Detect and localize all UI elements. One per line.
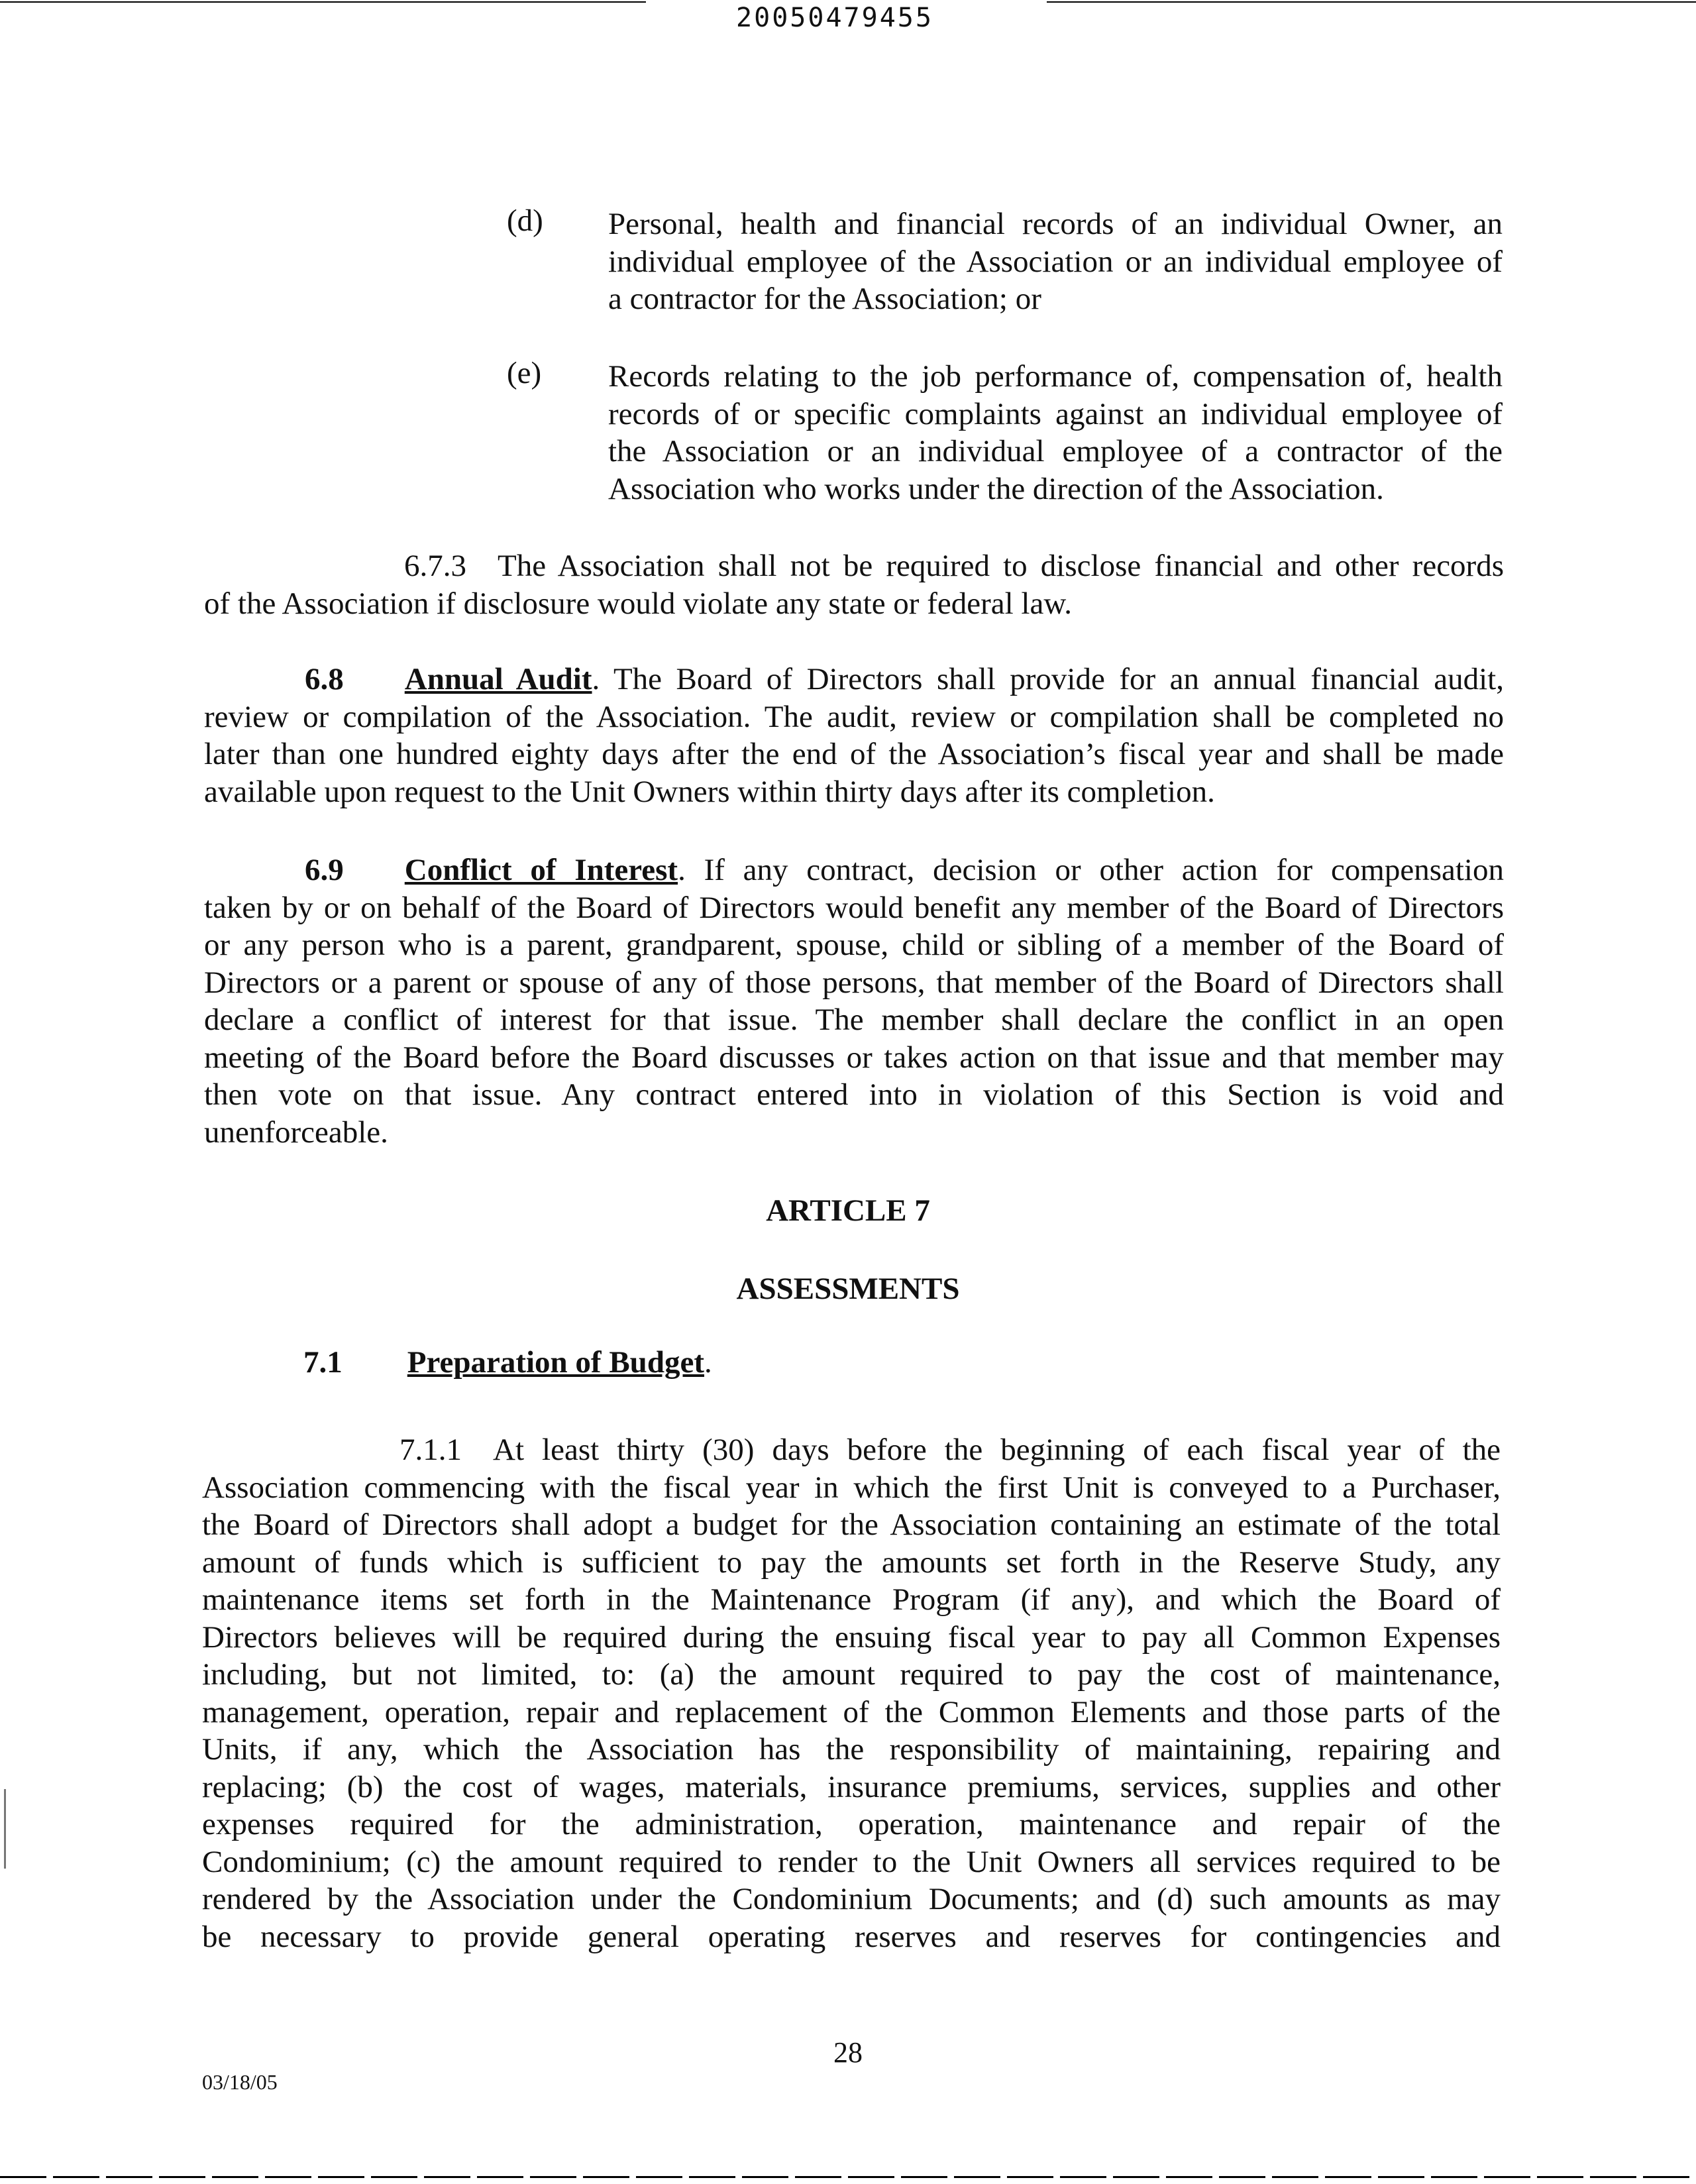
- item-e-line-1: Records relating to the job performance of, compensation of, health: [608, 359, 1503, 394]
- footer-date: 03/18/05: [202, 2070, 278, 2094]
- section-7-1-1-line-12: Condominium; (c) the amount required to render to the Unit Owners all services required to be: [202, 1844, 1501, 1879]
- section-6-8-first-rest: . The Board of Directors shall provide for an annual financial audit,: [592, 662, 1504, 696]
- item-e-line-2: records of or specific complaints against an individual employee of: [608, 396, 1503, 431]
- scan-edge-mark: [4, 1789, 6, 1869]
- article-number: ARTICLE 7: [766, 1193, 930, 1228]
- page-number: 28: [833, 2036, 863, 2069]
- section-6-8-line-last: available upon request to the Unit Owners within thirty days after its completion.: [204, 774, 1215, 809]
- section-6-7-3-line-1: 6.7.3 The Association shall not be required to disclose financial and other records: [404, 549, 1504, 583]
- section-6-8-line-3: later than one hundred eighty days after the end of the Association’s fiscal year and shall be made: [204, 737, 1504, 771]
- section-6-8-number: 6.8: [305, 662, 344, 696]
- section-6-9-line-2: taken by or on behalf of the Board of Directors would benefit any member of the Board of Directors: [204, 890, 1504, 925]
- section-7-1-1-line-1: 7.1.1 At least thirty (30) days before the beginning of each fiscal year of the: [399, 1433, 1501, 1467]
- section-7-1-heading: [303, 1344, 1098, 1382]
- section-6-9-line-5: declare a conflict of interest for that issue. The member shall declare the conflict in an open: [204, 1003, 1504, 1037]
- section-7-1-1-line-9: Units, if any, which the Association has the responsibility of maintaining, repairing and: [202, 1732, 1501, 1767]
- item-e-marker: (e): [507, 356, 542, 390]
- section-6-9-line-6: meeting of the Board before the Board discusses or takes action on that issue and that member may: [204, 1040, 1504, 1075]
- section-6-9-number: 6.9: [305, 853, 344, 887]
- section-7-1-1-line-8: management, operation, repair and replacement of the Common Elements and those parts of the: [202, 1694, 1501, 1729]
- section-6-8-line-1: [204, 661, 1504, 698]
- section-6-9-line-4: Directors or a parent or spouse of any of those persons, that member of the Board of Directors shall: [204, 965, 1504, 1000]
- top-rule-right: [1047, 1, 1696, 3]
- section-6-9-line-3: or any person who is a parent, grandparent, spouse, child or sibling of a member of the Board of: [204, 928, 1504, 962]
- section-7-1-punct: .: [704, 1345, 712, 1380]
- item-e-line-last: Association who works under the direction of the Association.: [608, 471, 1384, 506]
- section-6-9-line-7: then vote on that issue. Any contract entered into in violation of this Section is void and: [204, 1077, 1504, 1112]
- section-7-1-1-line-13: rendered by the Association under the Condominium Documents; and (d) such amounts as may: [202, 1882, 1501, 1916]
- section-6-7-3: [204, 547, 1504, 622]
- section-7-1-1-line-5: maintenance items set forth in the Maintenance Program (if any), and which the Board of: [202, 1582, 1501, 1617]
- item-d-line-last: a contractor for the Association; or: [608, 282, 1041, 316]
- section-6-8-line-2: review or compilation of the Association. The audit, review or compilation shall be completed no: [204, 699, 1504, 734]
- section-7-1-1: [202, 1431, 1501, 1955]
- section-7-1-1-line-4: amount of funds which is sufficient to pay the amounts set forth in the Reserve Study, any: [202, 1545, 1501, 1580]
- section-6-9-first-rest: . If any contract, decision or other action for compensation: [678, 853, 1504, 887]
- section-6-9: [204, 851, 1504, 1151]
- document-number: 20050479455: [736, 3, 933, 33]
- top-rule-left: [0, 1, 646, 3]
- section-6-8-title: Annual Audit: [404, 662, 592, 696]
- item-d-line-1: Personal, health and financial records of an individual Owner, an: [608, 207, 1503, 241]
- item-d-text: [608, 205, 1503, 318]
- bottom-scan-rule: [0, 2176, 1696, 2178]
- section-7-1-1-line-6: Directors believes will be required during the ensuing fiscal year to pay all Common Expenses: [202, 1619, 1501, 1655]
- section-7-1-1-line-10: replacing; (b) the cost of wages, materials, insurance premiums, services, supplies and other: [202, 1769, 1501, 1804]
- item-d-line-2: individual employee of the Association or an individual employee of: [608, 244, 1503, 279]
- section-7-1-number: 7.1: [303, 1345, 343, 1380]
- section-7-1-1-line-14: be necessary to provide general operating reserves and reserves for contingencies and: [202, 1919, 1501, 1954]
- section-7-1-title: Preparation of Budget: [407, 1345, 704, 1380]
- item-e-text: [608, 358, 1503, 508]
- section-7-1-1-line-7: including, but not limited, to: (a) the amount required to pay the cost of maintenance,: [202, 1657, 1501, 1692]
- section-6-9-line-last: unenforceable.: [204, 1115, 388, 1150]
- section-7-1-1-line-11: expenses required for the administration, operation, maintenance and repair of the: [202, 1807, 1501, 1841]
- section-7-1-1-line-2: Association commencing with the fiscal year in which the first Unit is conveyed to a Purchaser,: [202, 1470, 1501, 1505]
- section-6-9-title: Conflict of Interest: [404, 853, 678, 887]
- item-e-line-3: the Association or an individual employee of a contractor of the: [608, 434, 1503, 468]
- section-6-7-3-line-last: of the Association if disclosure would violate any state or federal law.: [204, 586, 1072, 621]
- section-6-9-line-1: [204, 851, 1504, 889]
- section-6-8: [204, 661, 1504, 810]
- item-d-marker: (d): [507, 203, 543, 238]
- article-title: ASSESSMENTS: [736, 1272, 960, 1306]
- section-7-1-1-line-3: the Board of Directors shall adopt a budget for the Association containing an estimate of the total: [202, 1507, 1501, 1542]
